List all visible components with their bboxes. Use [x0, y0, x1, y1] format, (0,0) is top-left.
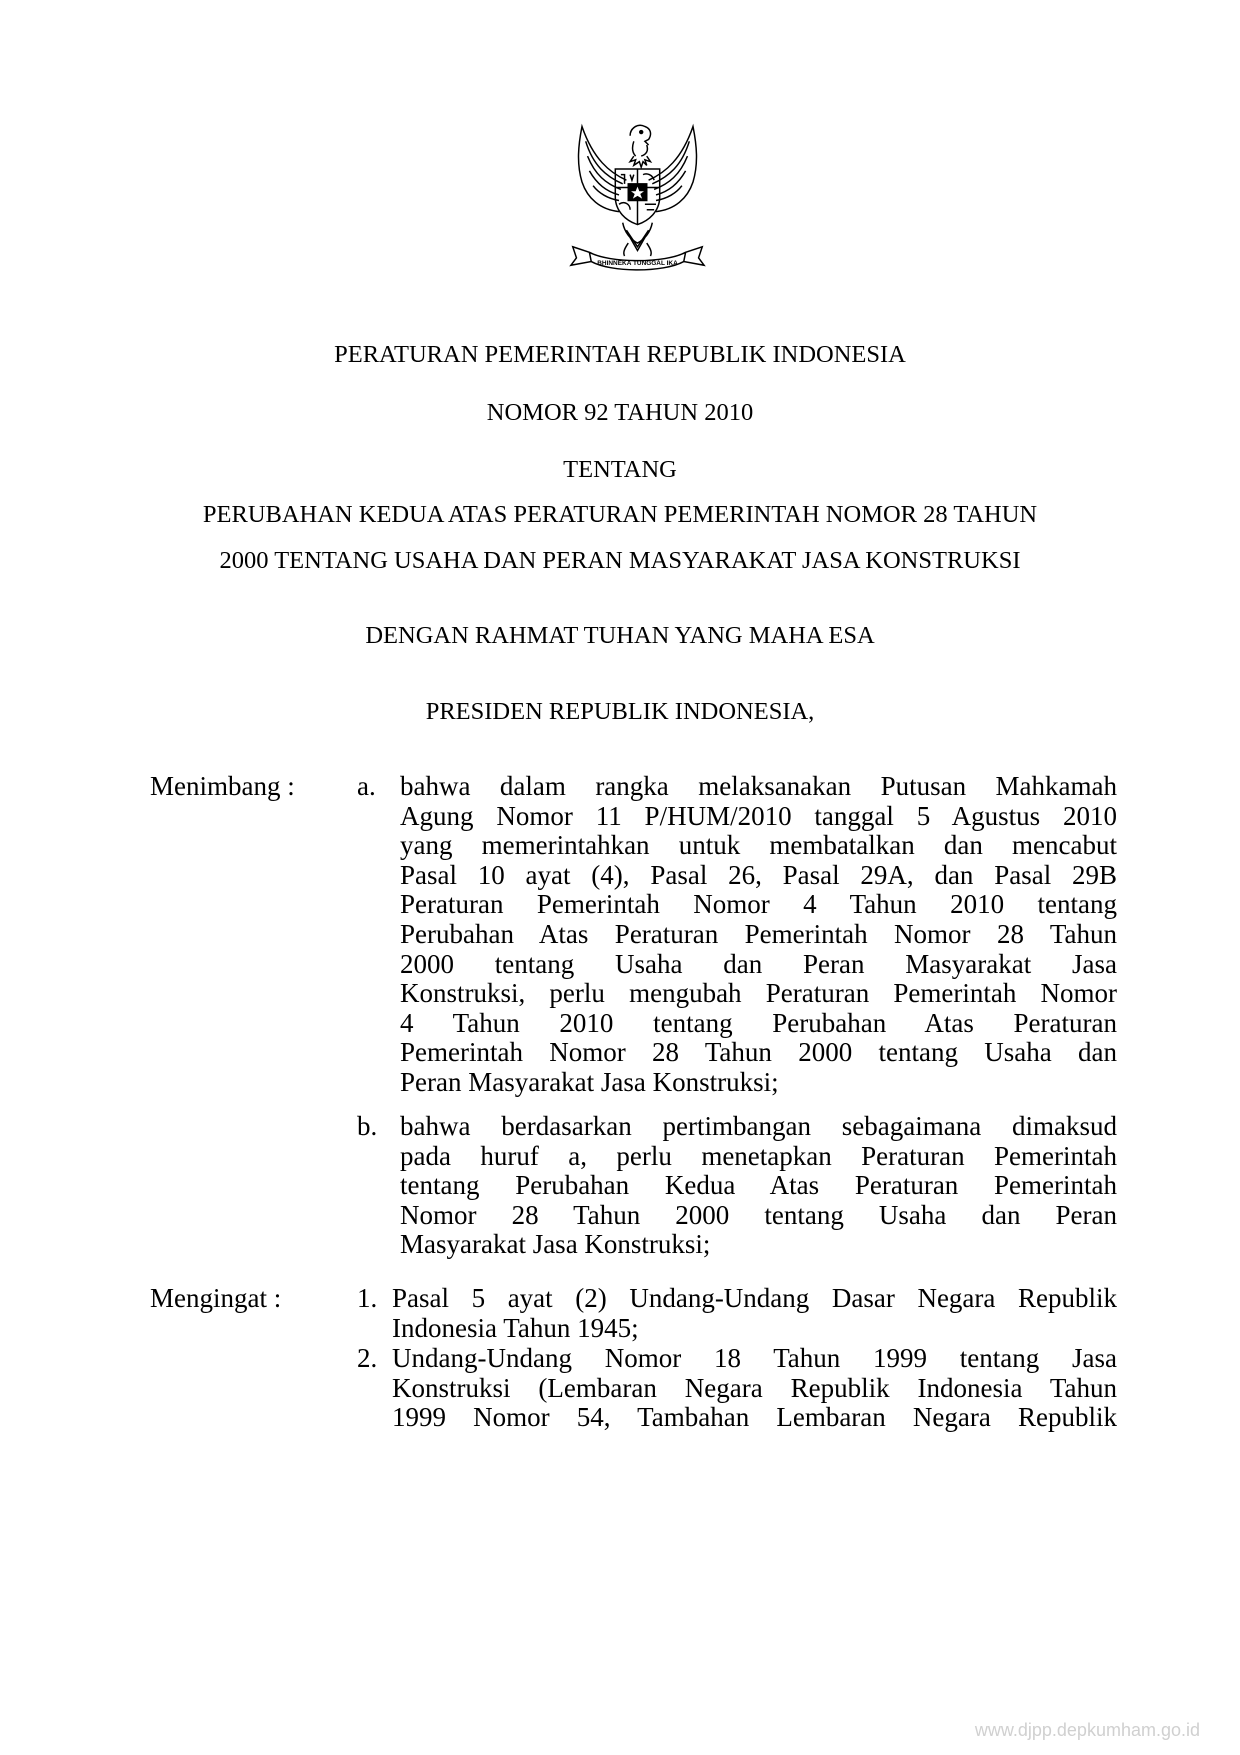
menimbang-a-line-6: Perubahan Atas Peraturan Pemerintah Nomor 28 Tahun — [400, 918, 1117, 949]
menimbang-label: Menimbang : — [150, 771, 295, 801]
document-subject-line-1: PERUBAHAN KEDUA ATAS PERATURAN PEMERINTAH NOMOR 28 TAHUN — [202, 501, 1038, 528]
mengingat-2-line-3: 1999 Nomor 54, Tambahan Lembaran Negara Republik — [392, 1402, 1117, 1433]
menimbang-a-line-3: yang memerintahkan untuk membatalkan dan mencabut — [400, 830, 1117, 861]
document-title: PERATURAN PEMERINTAH REPUBLIK INDONESIA — [334, 341, 906, 368]
item-marker: b. — [357, 1111, 378, 1141]
menimbang-a-line-2: Agung Nomor 11 P/HUM/2010 tanggal 5 Agustus 2010 — [400, 800, 1117, 831]
mengingat-2-line-1: Undang-Undang Nomor 18 Tahun 1999 tentang Jasa — [392, 1343, 1117, 1373]
item-marker: 2. — [357, 1343, 378, 1373]
menimbang-a-line-10: Pemerintah Nomor 28 Tahun 2000 tentang Usaha dan — [400, 1037, 1117, 1068]
menimbang-b-line-3: tentang Perubahan Kedua Atas Peraturan Pemerintah — [400, 1170, 1117, 1201]
mengingat-1-line-2: Indonesia Tahun 1945; — [392, 1312, 639, 1343]
menimbang-a-line-1: bahwa dalam rangka melaksanakan Putusan Mahkamah — [400, 771, 1117, 801]
document-number: NOMOR 92 TAHUN 2010 — [486, 399, 754, 426]
menimbang-a-line-4: Pasal 10 ayat (4), Pasal 26, Pasal 29A, dan Pasal 29B — [400, 859, 1117, 890]
issuer: PRESIDEN REPUBLIK INDONESIA, — [425, 698, 815, 725]
menimbang-a-line-5: Peraturan Pemerintah Nomor 4 Tahun 2010 tentang — [400, 889, 1117, 920]
menimbang-a-line-8: Konstruksi, perlu mengubah Peraturan Pemerintah Nomor — [400, 978, 1117, 1009]
menimbang-b-line-2: pada huruf a, perlu menetapkan Peraturan Pemerintah — [400, 1140, 1117, 1171]
menimbang-b-line-1: bahwa berdasarkan pertimbangan sebagaimana dimaksud — [400, 1111, 1117, 1141]
document-about: TENTANG — [563, 456, 677, 483]
menimbang-a-line-11: Peran Masyarakat Jasa Konstruksi; — [400, 1066, 779, 1097]
footer-url: www.djpp.depkumham.go.id — [974, 1720, 1200, 1740]
menimbang-a-line-9: 4 Tahun 2010 tentang Perubahan Atas Peraturan — [400, 1007, 1117, 1038]
garuda-emblem-icon — [545, 108, 730, 293]
mengingat-2-line-2: Konstruksi (Lembaran Negara Republik Indonesia Tahun — [392, 1372, 1117, 1403]
item-marker: 1. — [357, 1283, 378, 1313]
invocation: DENGAN RAHMAT TUHAN YANG MAHA ESA — [365, 622, 875, 649]
item-marker: a. — [357, 771, 376, 801]
document-subject-line-2: 2000 TENTANG USAHA DAN PERAN MASYARAKAT JASA KONSTRUKSI — [219, 547, 1021, 574]
mengingat-label: Mengingat : — [150, 1283, 282, 1313]
emblem-motto: BHINNEKA TUNGGAL IKA — [597, 260, 678, 268]
menimbang-b-line-4: Nomor 28 Tahun 2000 tentang Usaha dan Peran — [400, 1199, 1117, 1230]
menimbang-a-line-7: 2000 tentang Usaha dan Peran Masyarakat Jasa — [400, 948, 1117, 979]
menimbang-b-line-5: Masyarakat Jasa Konstruksi; — [400, 1229, 711, 1260]
mengingat-1-line-1: Pasal 5 ayat (2) Undang-Undang Dasar Negara Republik — [392, 1283, 1117, 1313]
